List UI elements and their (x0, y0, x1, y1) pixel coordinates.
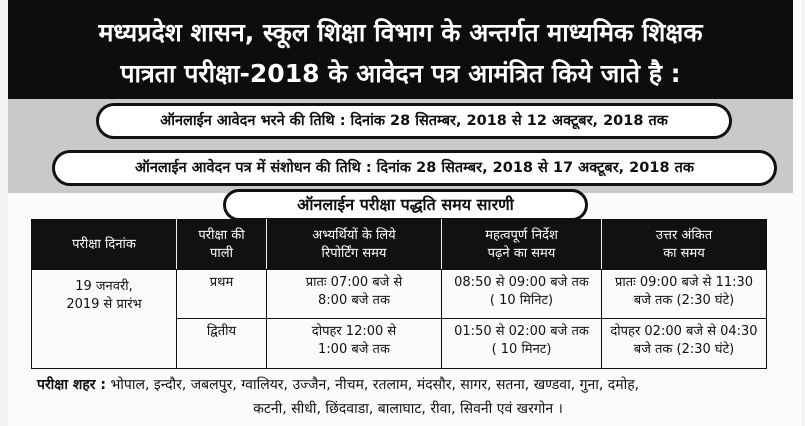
header-line-1: मध्यप्रदेश शासन, स्कूल शिक्षा विभाग के अन्तर्गत माध्यमिक शिक्षक (98, 18, 703, 47)
header-answer-time: उत्तर अंकित का समय (602, 220, 767, 270)
instructions-cell: 08:50 से 09:00 बजे तक ( 10 मिनिट) (442, 270, 602, 319)
online-application-dates: ऑनलाईन आवेदन भरने की तिथि : दिनांक 28 सितम्बर, 2018 से 12 अक्टूबर, 2018 तक (96, 103, 732, 139)
header-line-2: पात्रता परीक्षा-2018 के आवेदन पत्र आमंत्रित किये जाते है : (120, 59, 681, 88)
reporting-cell: प्रातः 07:00 बजे से 8:00 बजे तक (267, 270, 442, 319)
exam-date-cell: 19 जनवरी, 2019 से प्रारंभ (32, 270, 177, 369)
schedule-title: ऑनलाईन परीक्षा पद्धति समय सारणी (223, 189, 588, 221)
answer-cell: दोपहर 02:00 बजे से 04:30 बजे तक (2:30 घंटे) (602, 319, 767, 369)
instructions-cell: 01:50 से 02:00 बजे तक ( 10 मिनट) (442, 319, 602, 369)
exam-cities (37, 373, 779, 421)
header-reporting-time: अभ्यर्थियों के लिये रिपोर्टिंग समय (267, 220, 442, 270)
exam-cities-line-1: भोपाल, इन्दौर, जबलपुर, ग्वालियर, उज्जैन, नीचम, रतलाम, मंदसौर, सागर, सतना, खण्डवा, गुना, दमोह, (110, 377, 640, 393)
table-header-row (32, 220, 767, 270)
table-row (32, 270, 767, 319)
shift-cell: प्रथम (177, 270, 267, 319)
correction-dates: ऑनलाईन आवेदन पत्र में संशोधन की तिथि : दिनांक 28 सितम्बर, 2018 से 17 अक्टूबर, 2018 तक (52, 150, 777, 186)
reporting-cell: दोपहर 12:00 से 1:00 बजे तक (267, 319, 442, 369)
shift-cell: द्वितीय (177, 319, 267, 369)
exam-cities-label: परीक्षा शहर : (37, 377, 106, 393)
header-shift: परीक्षा की पाली (177, 220, 267, 270)
answer-cell: प्रातः 09:00 बजे से 11:30 बजे तक (2:30 घंटे) (602, 270, 767, 319)
schedule-table (31, 219, 767, 369)
header-exam-date: परीक्षा दिनांक (32, 220, 177, 270)
exam-cities-line-2: कटनी, सीधी, छिंदवाडा, बालाघाट, रीवा, सिवनी एवं खरगोन । (253, 401, 563, 417)
header-instruction-time: महत्वपूर्ण निर्देश पढ़ने का समय (442, 220, 602, 270)
notice-header (8, 0, 793, 99)
